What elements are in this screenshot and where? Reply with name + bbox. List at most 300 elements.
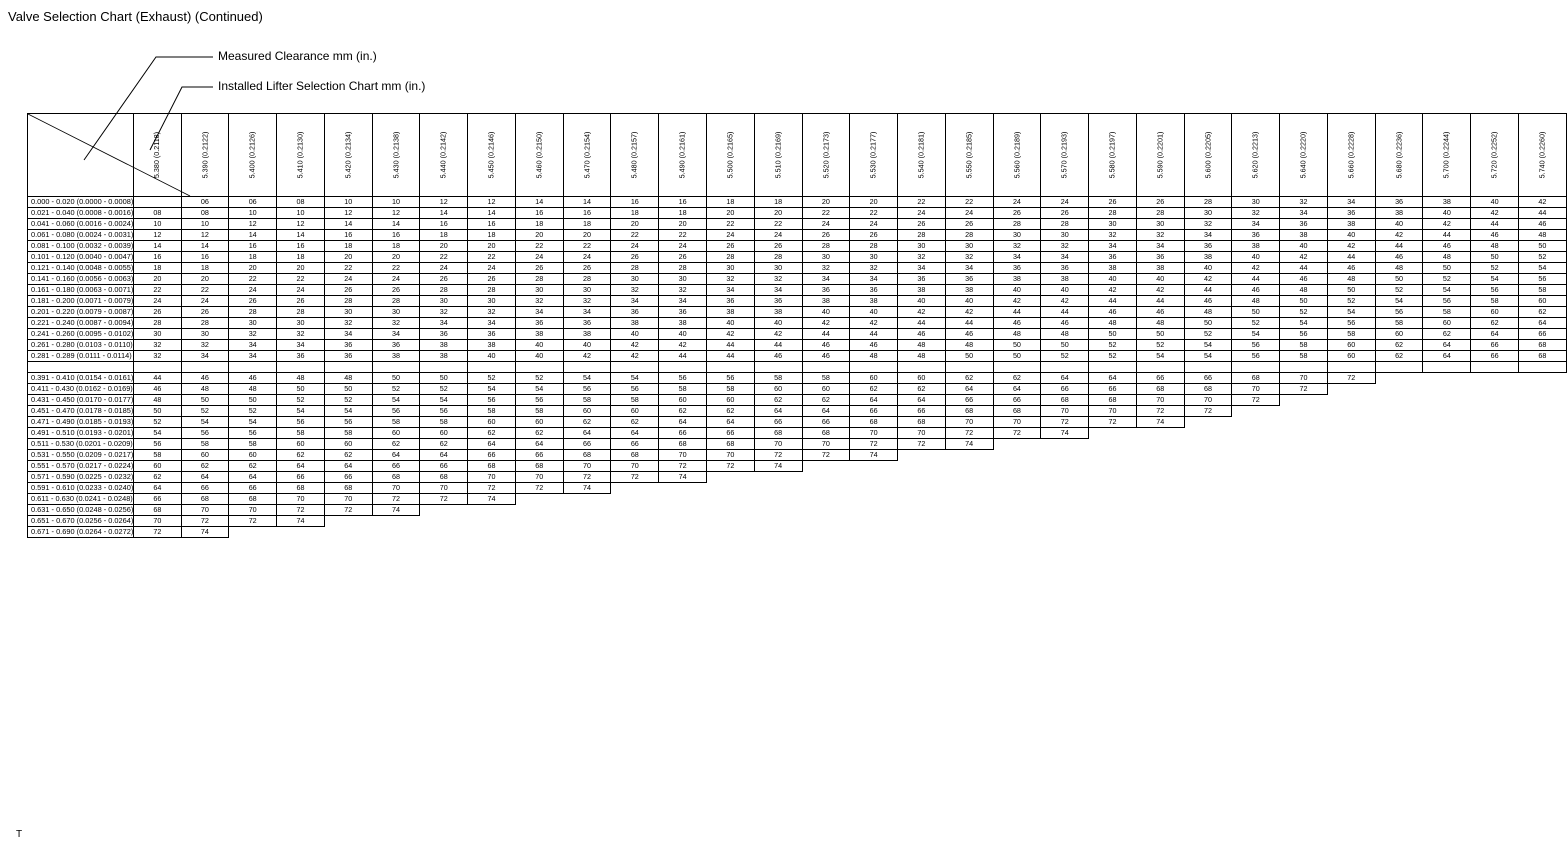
table-cell: 14 bbox=[277, 230, 325, 241]
row-label: 0.471 - 0.490 (0.0185 - 0.0193) bbox=[28, 417, 134, 428]
table-cell: 68 bbox=[1136, 384, 1184, 395]
table-cell: 64 bbox=[1423, 340, 1471, 351]
blank-cell bbox=[945, 527, 993, 538]
table-cell: 28 bbox=[1136, 208, 1184, 219]
table-cell: 62 bbox=[1423, 329, 1471, 340]
gap-cell bbox=[1423, 362, 1471, 373]
table-cell: 38 bbox=[611, 318, 659, 329]
table-cell: 64 bbox=[277, 461, 325, 472]
table-cell: 38 bbox=[1184, 252, 1232, 263]
column-header bbox=[515, 114, 563, 197]
table-cell: 52 bbox=[277, 395, 325, 406]
table-cell: 44 bbox=[945, 318, 993, 329]
table-cell: 52 bbox=[1280, 307, 1328, 318]
table-cell: 48 bbox=[1471, 241, 1519, 252]
blank-cell bbox=[1232, 428, 1280, 439]
table-cell: 24 bbox=[850, 219, 898, 230]
table-cell: 54 bbox=[1375, 296, 1423, 307]
table-cell: 66 bbox=[1136, 373, 1184, 384]
table-cell: 70 bbox=[1232, 384, 1280, 395]
blank-cell bbox=[898, 527, 946, 538]
table-cell: 70 bbox=[563, 461, 611, 472]
table-cell: 34 bbox=[1280, 208, 1328, 219]
blank-cell bbox=[229, 527, 277, 538]
table-cell: 18 bbox=[468, 230, 516, 241]
blank-cell bbox=[1280, 472, 1328, 483]
table-cell: 40 bbox=[898, 296, 946, 307]
table-cell: 68 bbox=[993, 406, 1041, 417]
blank-cell bbox=[1041, 461, 1089, 472]
blank-cell bbox=[1280, 527, 1328, 538]
column-header bbox=[134, 114, 181, 197]
column-header-label: 5.590 (0.2201) bbox=[1155, 131, 1165, 179]
table-cell: 24 bbox=[420, 263, 468, 274]
table-cell: 44 bbox=[1471, 219, 1519, 230]
table-cell: 36 bbox=[563, 318, 611, 329]
table-cell: 50 bbox=[277, 384, 325, 395]
table-cell: 34 bbox=[229, 340, 277, 351]
blank-cell bbox=[1232, 494, 1280, 505]
table-cell: 22 bbox=[134, 285, 181, 296]
table-cell: 72 bbox=[945, 428, 993, 439]
table-cell: 14 bbox=[229, 230, 277, 241]
table-cell: 60 bbox=[1327, 340, 1375, 351]
blank-cell bbox=[1375, 483, 1423, 494]
table-cell: 70 bbox=[850, 428, 898, 439]
table-cell: 28 bbox=[754, 252, 802, 263]
table-cell: 56 bbox=[1327, 318, 1375, 329]
table-cell: 72 bbox=[468, 483, 516, 494]
table-cell: 56 bbox=[706, 373, 754, 384]
table-cell: 74 bbox=[1136, 417, 1184, 428]
table-cell: 74 bbox=[563, 483, 611, 494]
table-cell: 14 bbox=[468, 208, 516, 219]
column-header-label: 5.500 (0.2165) bbox=[725, 131, 735, 179]
column-header bbox=[706, 114, 754, 197]
table-cell: 52 bbox=[324, 395, 372, 406]
table-cell: 64 bbox=[420, 450, 468, 461]
table-cell: 18 bbox=[324, 241, 372, 252]
table-cell: 36 bbox=[324, 340, 372, 351]
table-cell: 70 bbox=[945, 417, 993, 428]
table-cell: 36 bbox=[515, 318, 563, 329]
column-header bbox=[229, 114, 277, 197]
table-cell bbox=[134, 197, 181, 208]
table-cell: 22 bbox=[706, 219, 754, 230]
table-cell: 60 bbox=[1518, 296, 1566, 307]
table-cell: 38 bbox=[850, 296, 898, 307]
table-cell: 32 bbox=[134, 351, 181, 362]
blank-cell bbox=[1327, 439, 1375, 450]
table-cell: 06 bbox=[229, 197, 277, 208]
table-cell: 38 bbox=[468, 340, 516, 351]
blank-cell bbox=[1232, 472, 1280, 483]
gap-cell bbox=[659, 362, 707, 373]
table-cell: 20 bbox=[134, 274, 181, 285]
blank-cell bbox=[659, 505, 707, 516]
table-cell: 64 bbox=[659, 417, 707, 428]
blank-cell bbox=[1327, 417, 1375, 428]
table-cell: 70 bbox=[277, 494, 325, 505]
table-cell: 40 bbox=[1184, 263, 1232, 274]
table-cell: 22 bbox=[802, 208, 850, 219]
blank-cell bbox=[1471, 439, 1519, 450]
table-cell: 60 bbox=[659, 395, 707, 406]
row-label: 0.221 - 0.240 (0.0087 - 0.0094) bbox=[28, 318, 134, 329]
table-row bbox=[28, 296, 1567, 307]
blank-cell bbox=[1184, 516, 1232, 527]
table-cell: 62 bbox=[181, 461, 229, 472]
table-cell: 20 bbox=[324, 252, 372, 263]
table-cell: 38 bbox=[1089, 263, 1137, 274]
blank-cell bbox=[1518, 439, 1566, 450]
table-cell: 64 bbox=[468, 439, 516, 450]
table-cell: 16 bbox=[372, 230, 420, 241]
table-cell: 28 bbox=[1041, 219, 1089, 230]
blank-cell bbox=[1423, 505, 1471, 516]
table-row bbox=[28, 384, 1567, 395]
table-cell: 32 bbox=[898, 252, 946, 263]
table-cell: 68 bbox=[945, 406, 993, 417]
table-cell: 42 bbox=[993, 296, 1041, 307]
row-label: 0.181 - 0.200 (0.0071 - 0.0079) bbox=[28, 296, 134, 307]
blank-cell bbox=[802, 516, 850, 527]
table-cell: 18 bbox=[229, 252, 277, 263]
table-cell: 30 bbox=[706, 263, 754, 274]
column-header-row bbox=[28, 114, 1567, 197]
table-cell: 40 bbox=[515, 351, 563, 362]
table-cell: 64 bbox=[706, 417, 754, 428]
table-cell: 08 bbox=[134, 208, 181, 219]
table-cell: 62 bbox=[372, 439, 420, 450]
row-label: 0.671 - 0.690 (0.0264 - 0.0272) bbox=[28, 527, 134, 538]
blank-cell bbox=[754, 472, 802, 483]
table-cell: 56 bbox=[372, 406, 420, 417]
blank-cell bbox=[802, 472, 850, 483]
table-cell: 56 bbox=[563, 384, 611, 395]
column-header-label: 5.490 (0.2161) bbox=[677, 131, 687, 179]
column-header bbox=[181, 114, 229, 197]
blank-cell bbox=[1471, 494, 1519, 505]
table-cell: 66 bbox=[372, 461, 420, 472]
table-cell: 26 bbox=[611, 252, 659, 263]
table-cell: 68 bbox=[611, 450, 659, 461]
table-cell: 32 bbox=[1232, 208, 1280, 219]
table-cell: 50 bbox=[1184, 318, 1232, 329]
table-cell: 28 bbox=[420, 285, 468, 296]
table-cell: 30 bbox=[229, 318, 277, 329]
table-cell: 28 bbox=[372, 296, 420, 307]
table-cell: 62 bbox=[993, 373, 1041, 384]
gap-cell bbox=[754, 362, 802, 373]
table-cell: 46 bbox=[1041, 318, 1089, 329]
table-cell: 52 bbox=[420, 384, 468, 395]
blank-cell bbox=[1041, 483, 1089, 494]
blank-cell bbox=[1280, 505, 1328, 516]
table-cell: 72 bbox=[802, 450, 850, 461]
table-cell: 30 bbox=[1232, 197, 1280, 208]
table-cell: 32 bbox=[181, 340, 229, 351]
table-cell: 18 bbox=[372, 241, 420, 252]
table-cell: 74 bbox=[850, 450, 898, 461]
table-cell: 54 bbox=[1327, 307, 1375, 318]
table-cell: 26 bbox=[134, 307, 181, 318]
blank-cell bbox=[1041, 527, 1089, 538]
table-cell: 18 bbox=[277, 252, 325, 263]
blank-cell bbox=[802, 461, 850, 472]
table-cell: 44 bbox=[754, 340, 802, 351]
blank-cell bbox=[1471, 516, 1519, 527]
table-cell: 72 bbox=[611, 472, 659, 483]
table-cell: 24 bbox=[324, 274, 372, 285]
table-cell: 24 bbox=[898, 208, 946, 219]
table-cell: 48 bbox=[1041, 329, 1089, 340]
table-cell: 10 bbox=[277, 208, 325, 219]
table-cell: 70 bbox=[229, 505, 277, 516]
table-cell: 38 bbox=[659, 318, 707, 329]
table-cell: 64 bbox=[945, 384, 993, 395]
table-cell: 44 bbox=[1041, 307, 1089, 318]
table-cell: 62 bbox=[611, 417, 659, 428]
table-cell: 36 bbox=[1232, 230, 1280, 241]
blank-cell bbox=[1232, 406, 1280, 417]
table-row bbox=[28, 252, 1567, 263]
table-cell: 20 bbox=[229, 263, 277, 274]
table-cell: 74 bbox=[372, 505, 420, 516]
blank-cell bbox=[1423, 373, 1471, 384]
table-cell: 56 bbox=[1423, 296, 1471, 307]
table-row bbox=[28, 428, 1567, 439]
table-cell: 32 bbox=[468, 307, 516, 318]
table-cell: 64 bbox=[515, 439, 563, 450]
blank-cell bbox=[1518, 483, 1566, 494]
column-header bbox=[1280, 114, 1328, 197]
table-cell: 24 bbox=[134, 296, 181, 307]
gap-cell bbox=[1184, 362, 1232, 373]
table-cell: 56 bbox=[515, 395, 563, 406]
blank-cell bbox=[1184, 428, 1232, 439]
column-header bbox=[754, 114, 802, 197]
table-cell: 14 bbox=[372, 219, 420, 230]
blank-cell bbox=[1375, 373, 1423, 384]
table-cell: 16 bbox=[420, 219, 468, 230]
table-cell: 22 bbox=[420, 252, 468, 263]
table-cell: 30 bbox=[1089, 219, 1137, 230]
table-cell: 74 bbox=[659, 472, 707, 483]
table-cell: 52 bbox=[372, 384, 420, 395]
blank-cell bbox=[659, 483, 707, 494]
blank-cell bbox=[1423, 439, 1471, 450]
table-cell: 40 bbox=[802, 307, 850, 318]
table-cell: 26 bbox=[706, 241, 754, 252]
table-cell: 64 bbox=[563, 428, 611, 439]
table-cell: 36 bbox=[1089, 252, 1137, 263]
table-cell: 72 bbox=[324, 505, 372, 516]
table-cell: 34 bbox=[1089, 241, 1137, 252]
table-cell: 42 bbox=[1423, 219, 1471, 230]
table-cell: 48 bbox=[1423, 252, 1471, 263]
table-cell: 46 bbox=[1518, 219, 1566, 230]
blank-cell bbox=[802, 483, 850, 494]
table-row bbox=[28, 274, 1567, 285]
blank-cell bbox=[898, 461, 946, 472]
table-cell: 68 bbox=[802, 428, 850, 439]
table-cell: 48 bbox=[1136, 318, 1184, 329]
blank-cell bbox=[1471, 373, 1519, 384]
table-cell: 60 bbox=[850, 373, 898, 384]
table-cell: 22 bbox=[754, 219, 802, 230]
table-cell: 72 bbox=[898, 439, 946, 450]
table-cell: 52 bbox=[1184, 329, 1232, 340]
table-cell: 70 bbox=[515, 472, 563, 483]
table-cell: 24 bbox=[754, 230, 802, 241]
blank-cell bbox=[993, 483, 1041, 494]
table-cell: 46 bbox=[850, 340, 898, 351]
table-cell: 28 bbox=[468, 285, 516, 296]
table-cell: 58 bbox=[563, 395, 611, 406]
table-cell: 60 bbox=[515, 417, 563, 428]
table-cell: 56 bbox=[1471, 285, 1519, 296]
blank-cell bbox=[993, 505, 1041, 516]
table-cell: 24 bbox=[945, 208, 993, 219]
table-cell: 66 bbox=[1471, 340, 1519, 351]
table-cell: 40 bbox=[993, 285, 1041, 296]
table-cell: 28 bbox=[945, 230, 993, 241]
table-cell: 32 bbox=[802, 263, 850, 274]
blank-cell bbox=[611, 483, 659, 494]
column-header-label: 5.390 (0.2122) bbox=[199, 131, 209, 179]
table-cell: 56 bbox=[181, 428, 229, 439]
table-cell: 42 bbox=[945, 307, 993, 318]
table-cell: 30 bbox=[1136, 219, 1184, 230]
blank-cell bbox=[1041, 494, 1089, 505]
blank-cell bbox=[1041, 505, 1089, 516]
table-cell: 58 bbox=[181, 439, 229, 450]
table-cell: 34 bbox=[324, 329, 372, 340]
table-cell: 12 bbox=[134, 230, 181, 241]
blank-cell bbox=[1089, 461, 1137, 472]
column-header-label: 5.520 (0.2173) bbox=[820, 131, 830, 179]
gap-cell bbox=[1280, 362, 1328, 373]
table-cell: 54 bbox=[229, 417, 277, 428]
table-cell: 08 bbox=[181, 208, 229, 219]
column-header-label: 5.480 (0.2157) bbox=[629, 131, 639, 179]
gap-cell bbox=[134, 362, 181, 373]
table-cell: 66 bbox=[945, 395, 993, 406]
table-cell: 72 bbox=[659, 461, 707, 472]
table-cell: 70 bbox=[324, 494, 372, 505]
blank-cell bbox=[1423, 417, 1471, 428]
table-row bbox=[28, 483, 1567, 494]
table-cell: 44 bbox=[1518, 208, 1566, 219]
table-cell: 48 bbox=[898, 340, 946, 351]
table-cell: 62 bbox=[1375, 351, 1423, 362]
table-cell: 54 bbox=[420, 395, 468, 406]
table-cell: 66 bbox=[659, 428, 707, 439]
blank-cell bbox=[802, 494, 850, 505]
row-label: 0.161 - 0.180 (0.0063 - 0.0071) bbox=[28, 285, 134, 296]
blank-cell bbox=[1375, 516, 1423, 527]
blank-cell bbox=[1232, 439, 1280, 450]
table-row bbox=[28, 318, 1567, 329]
table-cell: 46 bbox=[1423, 241, 1471, 252]
row-label: 0.631 - 0.650 (0.0248 - 0.0256) bbox=[28, 505, 134, 516]
table-cell: 18 bbox=[420, 230, 468, 241]
table-cell: 58 bbox=[611, 395, 659, 406]
gap-cell bbox=[468, 362, 516, 373]
table-cell: 36 bbox=[754, 296, 802, 307]
table-cell: 46 bbox=[1136, 307, 1184, 318]
table-cell: 30 bbox=[468, 296, 516, 307]
blank-cell bbox=[1089, 516, 1137, 527]
blank-cell bbox=[1423, 395, 1471, 406]
blank-cell bbox=[1280, 516, 1328, 527]
table-cell: 16 bbox=[515, 208, 563, 219]
table-cell: 40 bbox=[611, 329, 659, 340]
table-cell: 70 bbox=[802, 439, 850, 450]
table-cell: 14 bbox=[563, 197, 611, 208]
gap-cell bbox=[324, 362, 372, 373]
column-header bbox=[1471, 114, 1519, 197]
table-cell: 38 bbox=[754, 307, 802, 318]
table-cell: 62 bbox=[898, 384, 946, 395]
table-cell: 10 bbox=[324, 197, 372, 208]
blank-cell bbox=[1136, 472, 1184, 483]
table-cell: 70 bbox=[1089, 406, 1137, 417]
blank-cell bbox=[1327, 494, 1375, 505]
table-cell: 22 bbox=[563, 241, 611, 252]
blank-cell bbox=[1089, 439, 1137, 450]
table-cell: 64 bbox=[898, 395, 946, 406]
gap-cell bbox=[802, 362, 850, 373]
table-cell: 38 bbox=[993, 274, 1041, 285]
table-cell: 68 bbox=[229, 494, 277, 505]
table-cell: 42 bbox=[802, 318, 850, 329]
blank-cell bbox=[945, 505, 993, 516]
table-cell: 12 bbox=[468, 197, 516, 208]
table-cell: 24 bbox=[468, 263, 516, 274]
table-cell: 16 bbox=[659, 197, 707, 208]
table-cell: 38 bbox=[1327, 219, 1375, 230]
blank-cell bbox=[945, 483, 993, 494]
table-cell: 66 bbox=[134, 494, 181, 505]
blank-cell bbox=[754, 483, 802, 494]
gap-cell bbox=[706, 362, 754, 373]
gap-cell bbox=[229, 362, 277, 373]
table-cell: 30 bbox=[1184, 208, 1232, 219]
table-cell: 52 bbox=[1471, 263, 1519, 274]
table-cell: 44 bbox=[993, 307, 1041, 318]
table-cell: 44 bbox=[659, 351, 707, 362]
table-cell: 42 bbox=[1041, 296, 1089, 307]
table-cell: 70 bbox=[1136, 395, 1184, 406]
column-header-label: 5.450 (0.2146) bbox=[486, 131, 496, 179]
measured-clearance-label: Measured Clearance mm (in.) bbox=[218, 49, 377, 63]
table-cell: 30 bbox=[945, 241, 993, 252]
table-cell: 64 bbox=[993, 384, 1041, 395]
blank-cell bbox=[1232, 505, 1280, 516]
table-cell: 22 bbox=[277, 274, 325, 285]
table-cell: 34 bbox=[468, 318, 516, 329]
table-cell: 42 bbox=[659, 340, 707, 351]
table-cell: 30 bbox=[134, 329, 181, 340]
blank-cell bbox=[515, 527, 563, 538]
table-row bbox=[28, 417, 1567, 428]
table-row bbox=[28, 340, 1567, 351]
column-header bbox=[563, 114, 611, 197]
blank-cell bbox=[1184, 472, 1232, 483]
table-cell: 60 bbox=[1423, 318, 1471, 329]
